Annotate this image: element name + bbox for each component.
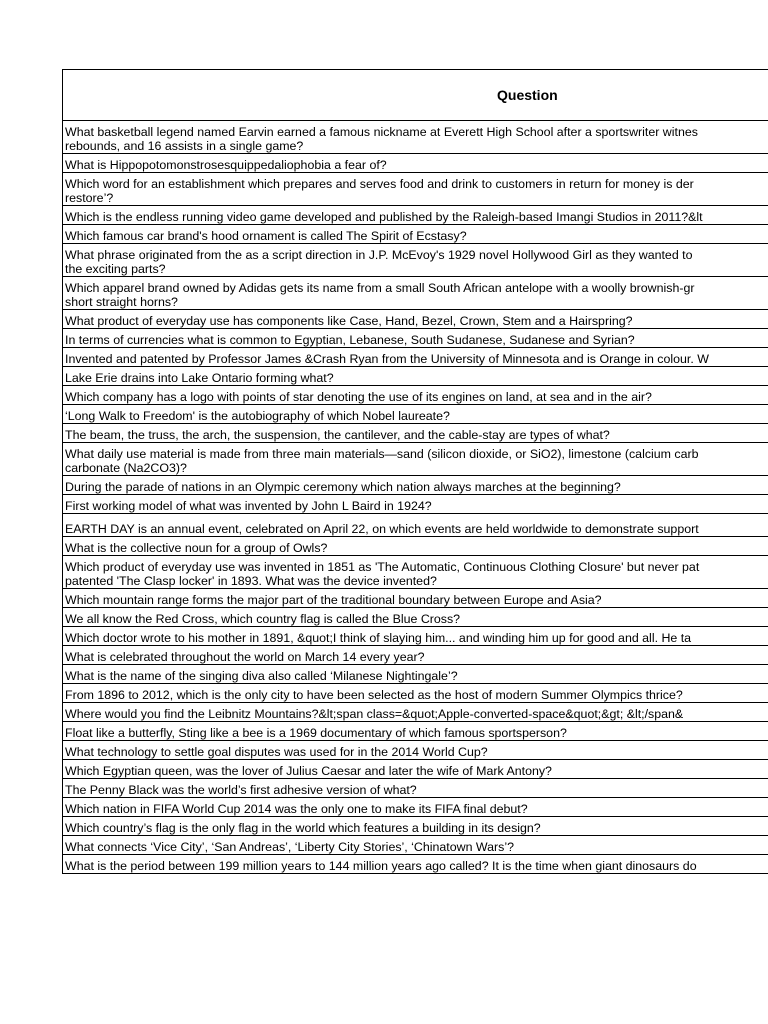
- table-row: [63, 703, 768, 722]
- question-text: What daily use material is made from three main materials—sand (silicon dioxide, or SiO2), limestone (calcium carb: [65, 447, 699, 461]
- question-cell[interactable]: [63, 154, 768, 173]
- question-text: Which country’s flag is the only flag in the world which features a building in its design?: [65, 821, 541, 835]
- table-row: [63, 779, 768, 798]
- table-row: [63, 537, 768, 556]
- table-row: [63, 173, 768, 206]
- table-row: [63, 329, 768, 348]
- table-row: [63, 817, 768, 836]
- question-text: ‘Long Walk to Freedom' is the autobiography of which Nobel laureate?: [65, 409, 450, 423]
- question-text: The beam, the truss, the arch, the suspension, the cantilever, and the cable-stay are types of what?: [65, 428, 610, 442]
- table-row: [63, 154, 768, 173]
- question-text: restore’?: [65, 191, 114, 205]
- question-cell[interactable]: [63, 537, 768, 556]
- question-cell[interactable]: [63, 514, 768, 537]
- question-cell[interactable]: [63, 476, 768, 495]
- question-text: Which famous car brand's hood ornament is called The Spirit of Ecstasy?: [65, 229, 467, 243]
- question-cell[interactable]: [63, 386, 768, 405]
- question-text: carbonate (Na2CO3)?: [65, 461, 187, 475]
- question-table: [62, 69, 768, 874]
- question-text: What technology to settle goal disputes was used for in the 2014 World Cup?: [65, 745, 488, 759]
- question-text: What phrase originated from the as a script direction in J.P. McEvoy's 1929 novel Hollywood Girl as they wanted to: [65, 248, 693, 262]
- question-cell[interactable]: [63, 310, 768, 329]
- table-row: [63, 514, 768, 537]
- question-text: During the parade of nations in an Olympic ceremony which nation always marches at the beginning?: [65, 480, 621, 494]
- question-cell[interactable]: [63, 760, 768, 779]
- question-cell[interactable]: [63, 741, 768, 760]
- question-text: What product of everyday use has components like Case, Hand, Bezel, Crown, Stem and a Hairspring?: [65, 314, 633, 328]
- table-row: [63, 627, 768, 646]
- table-row: [63, 225, 768, 244]
- question-text: What is the collective noun for a group of Owls?: [65, 541, 328, 555]
- question-text: Where would you find the Leibnitz Mountains?&lt;span class=&quot;Apple-converted-space&quot;&gt; &lt;/span&: [65, 707, 684, 721]
- question-text: In terms of currencies what is common to Egyptian, Lebanese, South Sudanese, Sudanese and Syrian?: [65, 333, 635, 347]
- question-cell[interactable]: [63, 817, 768, 836]
- question-rows: [63, 121, 768, 874]
- question-cell[interactable]: [63, 855, 768, 874]
- table-row: [63, 424, 768, 443]
- question-cell[interactable]: [63, 779, 768, 798]
- table-row: [63, 121, 768, 154]
- question-text: What is the period between 199 million years to 144 million years ago called? It is the time when giant dinosaurs do: [65, 859, 697, 873]
- question-cell[interactable]: [63, 722, 768, 741]
- question-cell[interactable]: [63, 608, 768, 627]
- table-row: [63, 367, 768, 386]
- table-row: [63, 556, 768, 589]
- question-cell[interactable]: [63, 405, 768, 424]
- question-cell[interactable]: [63, 665, 768, 684]
- question-text: What connects ‘Vice City’, ‘San Andreas’, ‘Liberty City Stories’, ‘Chinatown Wars’?: [65, 840, 514, 854]
- question-text: short straight horns?: [65, 295, 178, 309]
- question-text: Which nation in FIFA World Cup 2014 was the only one to make its FIFA final debut?: [65, 802, 528, 816]
- table-row: [63, 443, 768, 476]
- question-cell[interactable]: [63, 329, 768, 348]
- table-row: [63, 760, 768, 779]
- question-text: the exciting parts?: [65, 262, 166, 276]
- question-cell[interactable]: [63, 121, 768, 154]
- question-cell[interactable]: [63, 836, 768, 855]
- table-row: [63, 386, 768, 405]
- question-text: From 1896 to 2012, which is the only city to have been selected as the host of modern Summer Olympics thrice?: [65, 688, 683, 702]
- table-row: [63, 206, 768, 225]
- question-cell[interactable]: [63, 703, 768, 722]
- question-text: First working model of what was invented by John L Baird in 1924?: [65, 499, 432, 513]
- table-row: [63, 476, 768, 495]
- question-text: Which company has a logo with points of star denoting the use of its engines on land, at sea and in the air?: [65, 390, 652, 404]
- question-text: EARTH DAY is an annual event, celebrated on April 22, on which events are held worldwide to demonstrate support: [65, 522, 699, 536]
- question-cell[interactable]: [63, 589, 768, 608]
- table-row: [63, 798, 768, 817]
- question-cell[interactable]: [63, 348, 768, 367]
- question-cell[interactable]: [63, 173, 768, 206]
- question-cell[interactable]: [63, 277, 768, 310]
- table-row: [63, 665, 768, 684]
- question-column-header: Question: [63, 70, 768, 121]
- question-text: rebounds, and 16 assists in a single game?: [65, 139, 304, 153]
- question-text: Which apparel brand owned by Adidas gets its name from a small South African antelope with a woolly brownish-gr: [65, 281, 695, 295]
- question-cell[interactable]: [63, 798, 768, 817]
- question-cell[interactable]: [63, 225, 768, 244]
- table-row: [63, 405, 768, 424]
- question-text: patented 'The Clasp locker' in 1893. What was the device invented?: [65, 574, 437, 588]
- question-cell[interactable]: [63, 627, 768, 646]
- question-text: We all know the Red Cross, which country flag is called the Blue Cross?: [65, 612, 461, 626]
- question-text: Which mountain range forms the major part of the traditional boundary between Europe and Asia?: [65, 593, 602, 607]
- question-text: Which doctor wrote to his mother in 1891, &quot;I think of slaying him... and winding him up for good and all. He ta: [65, 631, 692, 645]
- table-row: [63, 495, 768, 514]
- table-row: [63, 855, 768, 874]
- question-cell[interactable]: [63, 206, 768, 225]
- question-cell[interactable]: [63, 443, 768, 476]
- question-cell[interactable]: [63, 556, 768, 589]
- question-text: Lake Erie drains into Lake Ontario forming what?: [65, 371, 334, 385]
- question-text: Which Egyptian queen, was the lover of Julius Caesar and later the wife of Mark Antony?: [65, 764, 552, 778]
- table-row: [63, 722, 768, 741]
- table-row: [63, 836, 768, 855]
- question-text: What is Hippopotomonstrosesquippedaliophobia a fear of?: [65, 158, 387, 172]
- question-text: Which is the endless running video game developed and published by the Raleigh-based Imangi Studios in 2011?&lt: [65, 210, 703, 224]
- table-row: [63, 277, 768, 310]
- question-cell[interactable]: [63, 367, 768, 386]
- question-text: Float like a butterfly, Sting like a bee is a 1969 documentary of which famous sportsperson?: [65, 726, 567, 740]
- table-row: [63, 244, 768, 277]
- question-cell[interactable]: [63, 646, 768, 665]
- table-row: [63, 646, 768, 665]
- question-text: Invented and patented by Professor James &Crash Ryan from the University of Minnesota and is Orange in colour. W: [65, 352, 709, 366]
- table-row: [63, 741, 768, 760]
- table-row: [63, 684, 768, 703]
- table-row: [63, 348, 768, 367]
- table-row: [63, 589, 768, 608]
- table-row: [63, 608, 768, 627]
- question-cell[interactable]: [63, 244, 768, 277]
- question-text: The Penny Black was the world’s first adhesive version of what?: [65, 783, 417, 797]
- question-cell[interactable]: [63, 684, 768, 703]
- question-text: Which product of everyday use was invented in 1851 as 'The Automatic, Continuous Clothing Closure' but never pat: [65, 560, 700, 574]
- table-row: [63, 310, 768, 329]
- question-text: What is the name of the singing diva also called ‘Milanese Nightingale’?: [65, 669, 458, 683]
- question-cell[interactable]: [63, 495, 768, 514]
- question-text: What basketball legend named Earvin earned a famous nickname at Everett High School after a sportswriter witnes: [65, 125, 698, 139]
- question-text: Which word for an establishment which prepares and serves food and drink to customers in return for money is der: [65, 177, 694, 191]
- question-text: What is celebrated throughout the world on March 14 every year?: [65, 650, 425, 664]
- question-cell[interactable]: [63, 424, 768, 443]
